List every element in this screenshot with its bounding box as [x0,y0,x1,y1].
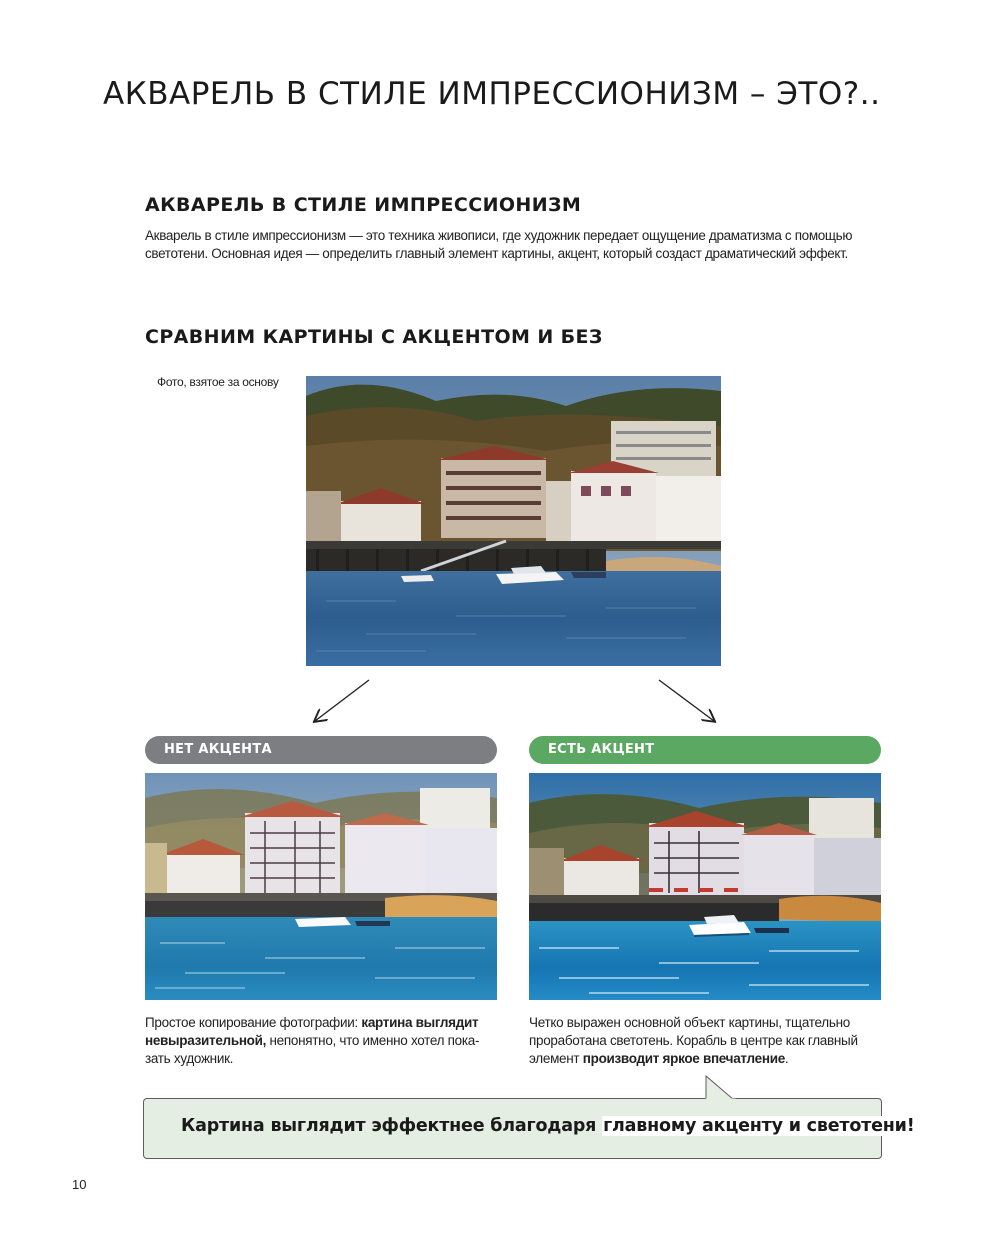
no-accent-label: НЕТ АКЦЕНТА [145,736,497,764]
photo-caption: Фото, взятое за основу [157,375,279,389]
page-title: АКВАРЕЛЬ В СТИЛЕ ИМПРЕССИОНИЗМ – ЭТО?.. [103,76,881,112]
conclusion-callout [143,1098,915,1159]
arrow-left [315,680,369,721]
intro-paragraph: Акварель в стиле импрессионизм — это техника живописи, где художник передает ощущение драматизма с помощью светотени. Основная идея — определить главный элемент картины, акцент, который создаст драматический эффект. [145,228,853,261]
page-number: 10 [72,1177,87,1192]
conclusion-text: Картина выглядит эффектнее благодаря главному акценту и светотени! [181,1116,915,1136]
painting-accent [529,773,881,1000]
accent-label: ЕСТЬ АКЦЕНТ [529,736,881,764]
highlighted-text: главному акценту и светотени! [603,1116,915,1136]
arrows [300,672,740,732]
no-accent-description: Простое копирование фотографии: картина выглядит невыразительной, непонятно, что именно хотел пока-зать художник. [145,1015,480,1066]
section-heading-intro: АКВАРЕЛЬ В СТИЛЕ ИМПРЕССИОНИЗМ [145,194,582,216]
callout-pointer [700,1074,744,1101]
arrow-right [659,680,714,721]
reference-photo [306,376,721,666]
section-heading-compare: СРАВНИМ КАРТИНЫ С АКЦЕНТОМ И БЕЗ [145,326,603,348]
accent-description: Четко выражен основной объект картины, тщательно проработана светотень. Корабль в центре как главный элемент производит яркое впечатление. [529,1015,858,1066]
painting-no-accent [145,773,497,1000]
